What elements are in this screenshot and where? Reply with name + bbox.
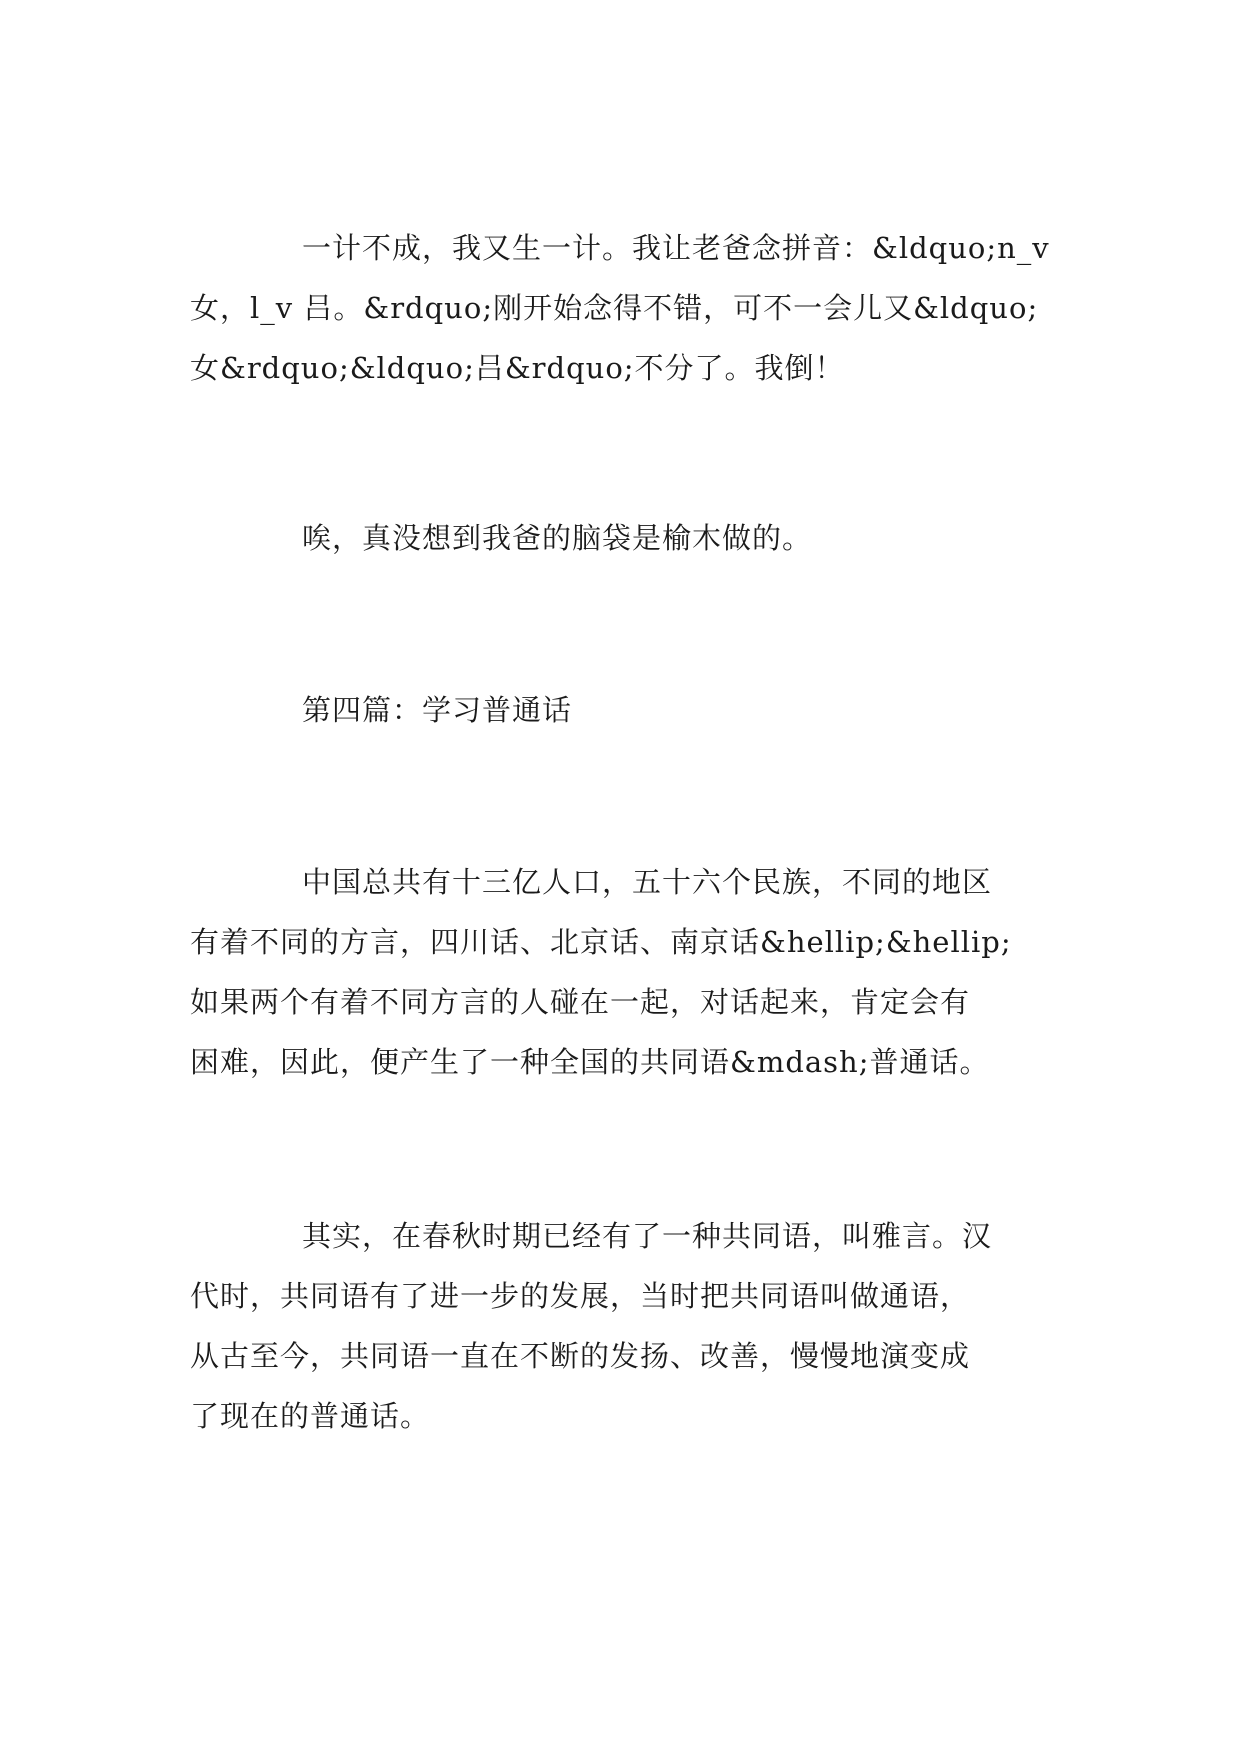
paragraph-line: 从古至今，共同语一直在不断的发扬、改善，慢慢地演变成 [190,1339,971,1373]
paragraph-3 [190,852,1070,1092]
paragraph-line: 有着不同的方言，四川话、北京话、南京话&hellip;&hellip; [190,925,1012,959]
paragraph-line: 女&rdquo;&ldquo;吕&rdquo;不分了。我倒！ [190,351,845,385]
heading-text: 第四篇：学习普通话 [302,693,573,727]
section-heading [190,680,1070,740]
paragraph-1 [190,218,1070,398]
paragraph-2 [190,508,1070,568]
paragraph-line: 困难，因此，便产生了一种全国的共同语&mdash;普通话。 [190,1045,990,1079]
paragraph-line: 一计不成，我又生一计。我让老爸念拼音：&ldquo;n_v [302,231,1050,265]
paragraph-4 [190,1206,1070,1446]
paragraph-line: 女，l_v 吕。&rdquo;刚开始念得不错，可不一会儿又&ldquo; [190,291,1039,325]
paragraph-line: 唉，真没想到我爸的脑袋是榆木做的。 [302,521,813,555]
paragraph-line: 代时，共同语有了进一步的发展，当时把共同语叫做通语， [190,1279,971,1313]
paragraph-line: 如果两个有着不同方言的人碰在一起，对话起来，肯定会有 [190,985,971,1019]
paragraph-line: 了现在的普通话。 [190,1399,431,1433]
paragraph-line: 其实，在春秋时期已经有了一种共同语，叫雅言。汉 [302,1219,993,1253]
paragraph-line: 中国总共有十三亿人口，五十六个民族，不同的地区 [302,865,993,899]
